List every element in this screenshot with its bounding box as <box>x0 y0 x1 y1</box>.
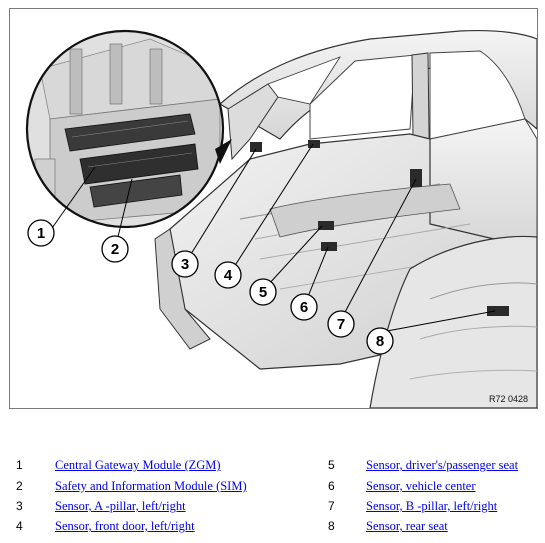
callout-1 <box>28 220 54 246</box>
svg-text:7: 7 <box>336 316 346 333</box>
svg-text:3: 3 <box>180 256 190 273</box>
legend-link-sensor-rear-seat[interactable]: Sensor, rear seat <box>366 519 448 533</box>
svg-text:5: 5 <box>258 284 268 301</box>
sensor-rear-seat-icon <box>487 306 509 316</box>
legend <box>0 456 545 540</box>
diagram-drawing <box>10 9 537 408</box>
sensor-vehicle-center-icon <box>321 242 337 251</box>
vehicle-diagram <box>9 8 538 409</box>
legend-number: 6 <box>328 479 335 493</box>
sensor-a-pillar-icon <box>250 142 262 152</box>
callout-6 <box>291 294 317 320</box>
legend-number: 5 <box>328 458 335 472</box>
figure-code: R72 0428 <box>488 394 528 404</box>
legend-link-sensor-b-pillar[interactable]: Sensor, B -pillar, left/right <box>366 499 498 513</box>
legend-link-central-gateway-module[interactable]: Central Gateway Module (ZGM) <box>55 458 221 472</box>
svg-text:8: 8 <box>375 333 385 350</box>
legend-number: 4 <box>16 519 23 533</box>
zoom-circle <box>25 29 232 229</box>
sensor-front-door-icon <box>308 140 320 148</box>
legend-number: 1 <box>16 458 23 472</box>
legend-link-safety-information-module[interactable]: Safety and Information Module (SIM) <box>55 479 247 493</box>
callout-2 <box>102 236 128 262</box>
svg-text:1: 1 <box>36 225 46 242</box>
legend-link-sensor-front-door[interactable]: Sensor, front door, left/right <box>55 519 195 533</box>
sensor-b-pillar-icon <box>410 169 422 187</box>
legend-number: 2 <box>16 479 23 493</box>
callout-4 <box>215 262 241 288</box>
svg-text:6: 6 <box>299 299 309 316</box>
svg-text:4: 4 <box>223 267 233 284</box>
sensor-seat-icon <box>318 221 334 230</box>
legend-number: 7 <box>328 499 335 513</box>
svg-text:2: 2 <box>110 241 120 258</box>
legend-link-sensor-vehicle-center[interactable]: Sensor, vehicle center <box>366 479 476 493</box>
callout-5 <box>250 279 276 305</box>
legend-link-sensor-seat[interactable]: Sensor, driver's/passenger seat <box>366 458 519 472</box>
callout-8 <box>367 328 393 354</box>
callout-7 <box>328 311 354 337</box>
legend-number: 8 <box>328 519 335 533</box>
legend-link-sensor-a-pillar[interactable]: Sensor, A -pillar, left/right <box>55 499 186 513</box>
callout-3 <box>172 251 198 277</box>
legend-number: 3 <box>16 499 23 513</box>
